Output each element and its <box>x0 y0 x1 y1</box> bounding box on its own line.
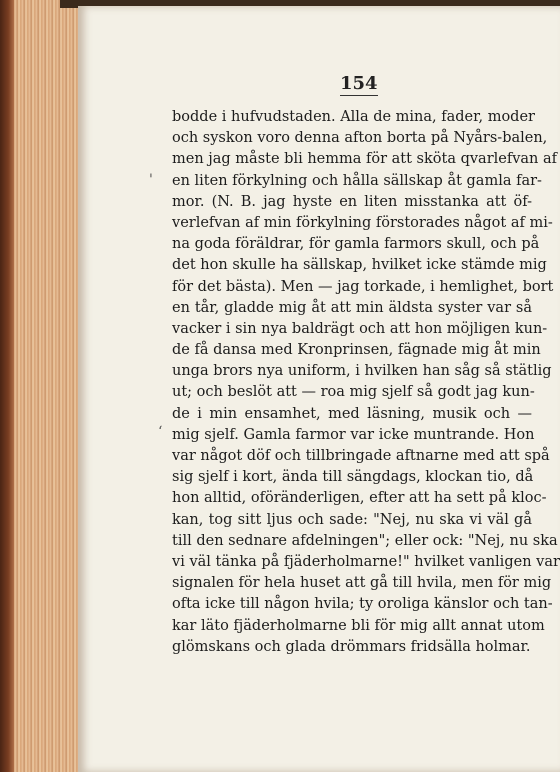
text-line: för det bästa). Men — jag torkade, i hemlighet, bort <box>172 278 554 295</box>
text-line: ofta icke till någon hvila; ty oroliga känslor och tan- <box>172 596 553 613</box>
text-line: kar läto fjäderholmarne bli för mig allt annat utom <box>172 617 545 634</box>
text-line: kan, tog sitt ljus och sade: "Nej, nu ska vi väl gå <box>172 511 532 528</box>
text-line: vacker i sin nya baldrägt och att hon möjligen kun- <box>172 320 548 337</box>
text-line: de få dansa med Kronprinsen, fägnade mig åt min <box>172 342 541 359</box>
text-line: en tår, gladde mig åt att min äldsta syster var så <box>172 299 532 316</box>
text-line: det hon skulle ha sällskap, hvilket icke stämde mig <box>172 257 547 274</box>
text-line: mig sjelf. Gamla farmor var icke muntrande. Hon <box>172 426 535 443</box>
text-line: och syskon voro denna afton borta på Nyårs-balen, <box>172 130 548 147</box>
text-line: sig sjelf i kort, ända till sängdags, klockan tio, då <box>172 469 534 486</box>
text-line: hon alltid, oföränderligen, efter att ha sett på kloc- <box>172 490 547 507</box>
text-line: glömskans och glada drömmars fridsälla holmar. <box>172 638 531 655</box>
margin-mark: ‘ <box>158 424 163 440</box>
text-line: na goda föräldrar, för gamla farmors skull, och på <box>172 236 540 253</box>
text-line: signalen för hela huset att gå till hvila, men för mig <box>172 575 552 592</box>
book-cover-edge <box>0 0 14 772</box>
text-line: verlefvan af min förkylning förstorades något af mi- <box>172 214 553 231</box>
text-line: var något döf och tillbringade aftnarne med att spå <box>172 448 550 464</box>
text-line: bodde i hufvudstaden. Alla de mina, fader, moder <box>172 109 535 125</box>
body-text <box>172 107 560 658</box>
text-line: ut; och beslöt att — roa mig sjelf så godt jag kun- <box>172 384 535 401</box>
text-line: unga brors nya uniform, i hvilken han såg så stätlig <box>172 363 552 380</box>
margin-mark: ' <box>149 172 153 188</box>
page-number: 154 <box>340 73 378 94</box>
text-line: en liten förkylning och hålla sällskap åt gamla far- <box>172 172 542 189</box>
text-line: mor. (N. B. jag hyste en liten misstanka att öf- <box>172 193 532 210</box>
text-line: vi väl tänka på fjäderholmarne!" hvilket vanligen var <box>172 553 560 570</box>
text-line: men jag måste bli hemma för att sköta qvarlefvan af <box>172 151 558 168</box>
text-line: de i min ensamhet, med läsning, musik och — <box>172 405 532 422</box>
text-line: till den sednare afdelningen"; eller ock: "Nej, nu ska <box>172 532 558 549</box>
